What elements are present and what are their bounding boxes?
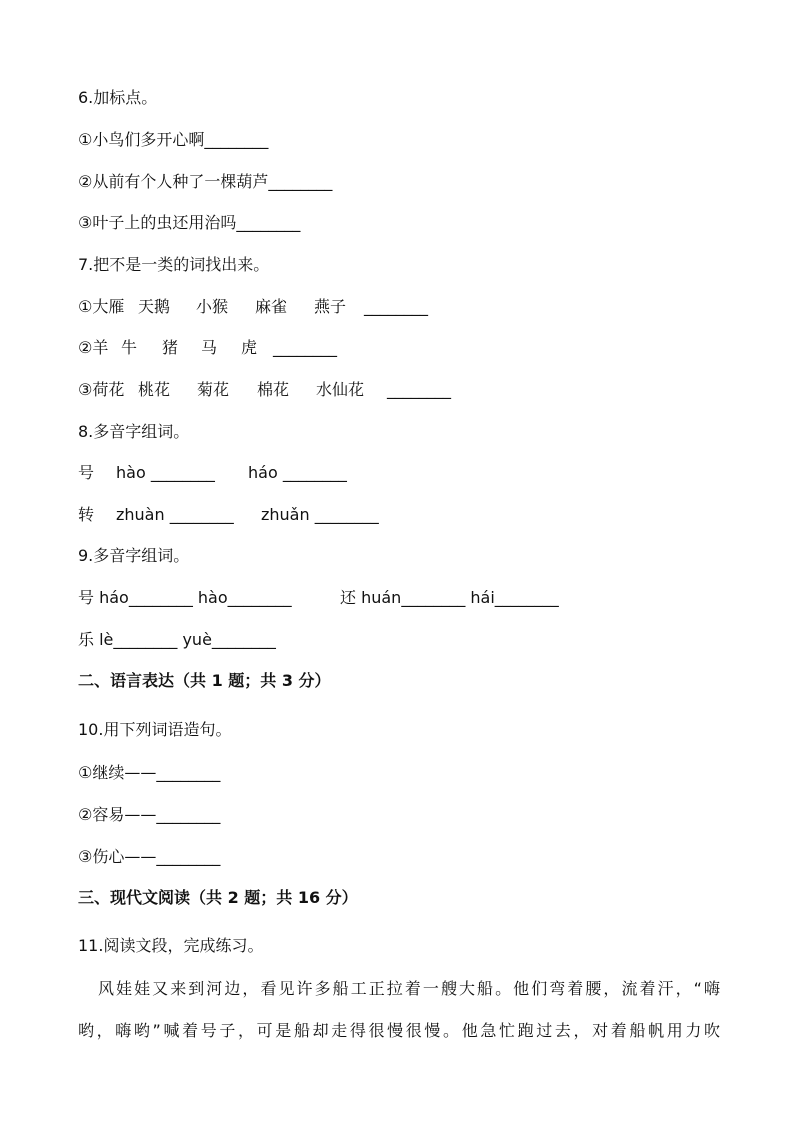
q7-blank: ________ [273,338,337,357]
q8-pinyin: zhuǎn ________ [261,505,379,524]
q10-item-3: ③伤心——________ [78,847,221,866]
q7-word: 燕子 [314,297,347,316]
q7-blank: ________ [364,297,428,316]
q8-char: 转 [78,505,95,524]
q7-word: 麻雀 [255,297,288,316]
q7-word: 牛 [121,338,138,357]
q7-blank: ________ [387,380,451,399]
q7-word: 菊花 [197,380,230,399]
q9-row-1 [78,588,559,608]
q11-passage-line-1: 风娃娃又来到河边，看见许多船工正拉着一艘大船。他们弯着腰，流着汗，“嗨 [98,979,720,998]
q7-word: ③荷花 [78,380,125,399]
q11-passage-line-2: 哟，嗨哟”喊着号子，可是船却走得很慢很慢。他急忙跑过去，对着船帆用力吹 [78,1021,720,1040]
q7-word: 棉花 [257,380,290,399]
q8-char: 号 [78,463,95,482]
q7-row-1 [78,297,428,317]
q7-row-3 [78,380,451,400]
section-heading: 二、语言表达（共 1 题；共 3 分） [78,671,331,690]
q9-row-2: 乐 lè________ yuè________ [78,630,276,649]
q10-title: 10.用下列词语造句。 [78,720,232,739]
q10-item-2: ②容易——________ [78,805,221,824]
q7-word: 猪 [162,338,179,357]
q10-item-1: ①继续——________ [78,763,221,782]
q7-word: 小猴 [196,297,229,316]
q9-group: 还 huán________ hái________ [340,588,559,607]
q6-item-3: ③叶子上的虫还用治吗________ [78,213,301,232]
q9-group: 号 háo________ hào________ [78,588,292,607]
section-heading: 三、现代文阅读（共 2 题；共 16 分） [78,888,358,907]
q8-row-1 [78,463,347,483]
q7-title: 7.把不是一类的词找出来。 [78,255,270,274]
q7-word: 马 [201,338,218,357]
q8-row-2 [78,505,379,525]
q7-word: 水仙花 [316,380,365,399]
q7-word: ②羊 [78,338,109,357]
q9-title: 9.多音字组词。 [78,546,190,565]
q6-item-1: ①小鸟们多开心啊________ [78,130,269,149]
q8-pinyin: hào ________ [116,463,215,482]
q6-title: 6.加标点。 [78,88,158,107]
q7-word: 虎 [241,338,258,357]
q7-word: 桃花 [138,380,171,399]
q11-title: 11.阅读文段，完成练习。 [78,936,264,955]
q7-word: ①大雁 [78,297,125,316]
q7-row-2 [78,338,337,358]
q8-pinyin: háo ________ [248,463,347,482]
q6-item-2: ②从前有个人种了一棵葫芦________ [78,172,333,191]
q8-pinyin: zhuàn ________ [116,505,234,524]
q8-title: 8.多音字组词。 [78,422,190,441]
q7-word: 天鹅 [138,297,171,316]
